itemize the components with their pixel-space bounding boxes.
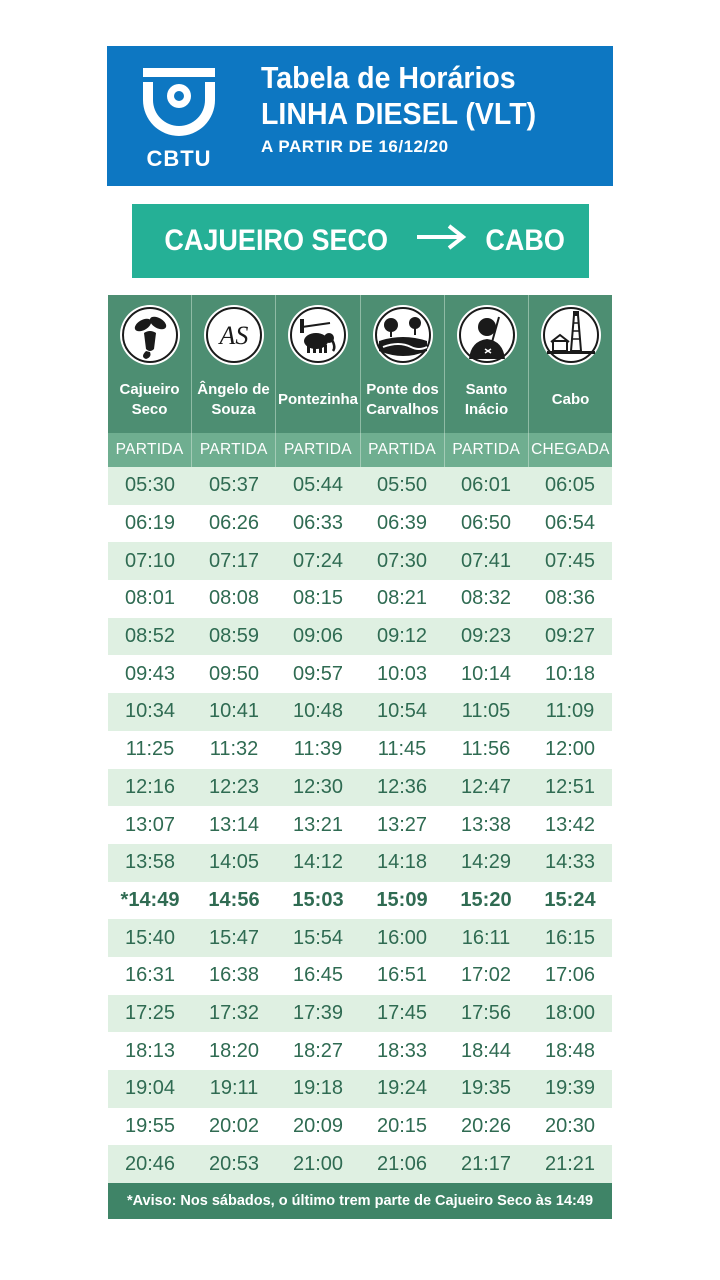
time-cell: 21:17 bbox=[460, 1152, 512, 1175]
time-cell: 18:27 bbox=[292, 1039, 344, 1062]
time-cell: 10:34 bbox=[124, 700, 176, 723]
table-row bbox=[108, 844, 612, 882]
table-row bbox=[108, 1032, 612, 1070]
time-cell: 10:48 bbox=[292, 700, 344, 723]
time-cell: 19:55 bbox=[124, 1115, 176, 1138]
time-cell: 13:42 bbox=[544, 813, 596, 836]
table-row bbox=[108, 580, 612, 618]
schedule-rows bbox=[108, 467, 612, 1183]
table-row bbox=[108, 806, 612, 844]
time-cell: 11:45 bbox=[377, 738, 427, 761]
time-cell: 13:21 bbox=[292, 813, 344, 836]
time-cell: 05:30 bbox=[124, 474, 176, 497]
lighthouse-icon bbox=[539, 303, 603, 367]
time-cell: 19:11 bbox=[209, 1077, 259, 1100]
station-cajueiro-seco bbox=[108, 295, 192, 433]
title-block bbox=[261, 60, 560, 162]
station-header-row bbox=[108, 295, 612, 433]
time-cell: 08:08 bbox=[208, 587, 260, 610]
time-cell: 10:54 bbox=[376, 700, 428, 723]
time-cell: 21:21 bbox=[544, 1152, 596, 1175]
time-cell: 16:31 bbox=[124, 964, 176, 987]
time-cell: 14:18 bbox=[376, 851, 428, 874]
time-cell: 18:00 bbox=[544, 1001, 596, 1024]
table-row bbox=[108, 655, 612, 693]
logo-text: CBTU bbox=[146, 146, 212, 171]
station-ponte-dos-carvalhos bbox=[361, 295, 445, 433]
time-cell: 15:40 bbox=[124, 926, 176, 949]
time-cell: 19:24 bbox=[376, 1077, 428, 1100]
time-cell: 17:56 bbox=[460, 1001, 512, 1024]
table-row bbox=[108, 693, 612, 731]
time-cell: 08:36 bbox=[544, 587, 596, 610]
time-cell: 18:44 bbox=[460, 1039, 512, 1062]
time-cell: 09:23 bbox=[460, 625, 512, 648]
table-row bbox=[108, 769, 612, 807]
saint-portrait-icon bbox=[455, 303, 519, 367]
station-name: Pontezinha bbox=[278, 391, 359, 408]
time-cell: 14:56 bbox=[208, 888, 260, 911]
time-cell: 09:57 bbox=[292, 662, 344, 685]
time-cell: 21:00 bbox=[292, 1152, 344, 1175]
time-cell: 17:45 bbox=[376, 1001, 428, 1024]
time-cell: 16:38 bbox=[208, 964, 260, 987]
time-cell: 15:54 bbox=[292, 926, 344, 949]
time-cell: 17:32 bbox=[208, 1001, 260, 1024]
type-label: PARTIDA bbox=[108, 433, 192, 467]
route-destination: CABO bbox=[484, 224, 565, 257]
table-row bbox=[108, 1145, 612, 1183]
time-cell: 16:11 bbox=[461, 926, 511, 949]
time-cell: 06:26 bbox=[208, 512, 260, 535]
cbtu-logo-icon bbox=[139, 66, 219, 146]
time-cell: 07:30 bbox=[376, 549, 428, 572]
time-cell: 09:43 bbox=[124, 662, 176, 685]
time-cell: 12:30 bbox=[292, 775, 344, 798]
station-name: Cabo bbox=[551, 391, 590, 408]
time-cell: 19:35 bbox=[460, 1077, 512, 1100]
time-cell: 16:00 bbox=[376, 926, 428, 949]
time-cell: 08:32 bbox=[460, 587, 512, 610]
type-label: PARTIDA bbox=[276, 433, 360, 467]
time-cell: 06:05 bbox=[544, 474, 596, 497]
time-cell: 18:33 bbox=[376, 1039, 428, 1062]
station-name: Ângelo de Souza bbox=[197, 381, 270, 418]
type-label: PARTIDA bbox=[192, 433, 276, 467]
time-cell: 19:04 bbox=[124, 1077, 176, 1100]
cashew-icon bbox=[118, 303, 182, 367]
time-cell: 05:50 bbox=[376, 474, 428, 497]
time-cell: 10:41 bbox=[208, 700, 260, 723]
time-cell: 15:09 bbox=[376, 888, 428, 911]
time-cell: 17:25 bbox=[124, 1001, 176, 1024]
time-cell: 12:47 bbox=[460, 775, 512, 798]
time-cell: 11:56 bbox=[461, 738, 511, 761]
time-cell: 12:00 bbox=[544, 738, 596, 761]
time-cell: 12:23 bbox=[208, 775, 260, 798]
time-cell: 05:44 bbox=[292, 474, 344, 497]
time-cell: 09:12 bbox=[376, 625, 428, 648]
cbtu-logo bbox=[139, 66, 219, 176]
time-cell: 13:58 bbox=[124, 851, 176, 874]
effective-date: A PARTIR DE 16/12/20 bbox=[261, 137, 449, 156]
time-cell: 13:38 bbox=[460, 813, 512, 836]
time-cell: 11:39 bbox=[293, 738, 343, 761]
time-cell: 16:51 bbox=[376, 964, 428, 987]
station-santo-inacio bbox=[445, 295, 529, 433]
time-cell: 14:05 bbox=[208, 851, 260, 874]
station-pontezinha bbox=[276, 295, 361, 433]
time-cell: 11:32 bbox=[209, 738, 259, 761]
table-row bbox=[108, 995, 612, 1033]
station-name: Ponte dos Carvalhos bbox=[366, 381, 439, 418]
time-cell: 07:45 bbox=[544, 549, 596, 572]
saturday-notice: *Aviso: Nos sábados, o último trem parte de Cajueiro Seco às 14:49 bbox=[108, 1183, 612, 1219]
line-name: LINHA DIESEL (VLT) bbox=[261, 96, 537, 131]
table-row bbox=[108, 957, 612, 995]
table-row bbox=[108, 618, 612, 656]
svg-text:AS: AS bbox=[219, 321, 248, 350]
time-cell: 08:01 bbox=[124, 587, 176, 610]
time-cell: 20:15 bbox=[376, 1115, 428, 1138]
type-label: CHEGADA bbox=[531, 441, 610, 458]
time-cell: 13:14 bbox=[208, 813, 260, 836]
time-cell: 18:20 bbox=[208, 1039, 260, 1062]
time-cell: 17:06 bbox=[544, 964, 596, 987]
table-row bbox=[108, 542, 612, 580]
time-cell: 09:50 bbox=[208, 662, 260, 685]
time-cell: 08:21 bbox=[376, 587, 428, 610]
time-cell: 07:17 bbox=[208, 549, 260, 572]
time-cell: 06:19 bbox=[124, 512, 176, 535]
time-cell: 16:15 bbox=[544, 926, 596, 949]
time-cell: 05:37 bbox=[208, 474, 260, 497]
time-cell: 20:30 bbox=[544, 1115, 596, 1138]
as-monogram-icon bbox=[202, 303, 266, 367]
station-angelo-de-souza bbox=[192, 295, 276, 433]
type-label: PARTIDA bbox=[445, 433, 529, 467]
departure-type-row bbox=[108, 433, 612, 467]
time-cell: 20:02 bbox=[208, 1115, 260, 1138]
time-cell: 19:39 bbox=[544, 1077, 596, 1100]
time-cell: *14:49 bbox=[120, 888, 180, 911]
station-name: Cajueiro Seco bbox=[119, 381, 180, 418]
time-cell: 11:25 bbox=[125, 738, 175, 761]
time-cell: 20:09 bbox=[292, 1115, 344, 1138]
elephant-icon bbox=[286, 303, 350, 367]
time-cell: 15:47 bbox=[208, 926, 260, 949]
station-name: Santo Inácio bbox=[464, 381, 509, 418]
timetable bbox=[108, 295, 612, 1219]
table-row bbox=[108, 919, 612, 957]
time-cell: 07:24 bbox=[292, 549, 344, 572]
time-cell: 08:59 bbox=[208, 625, 260, 648]
time-cell: 15:03 bbox=[292, 888, 344, 911]
table-row bbox=[108, 1070, 612, 1108]
route-banner bbox=[132, 204, 589, 278]
time-cell: 10:18 bbox=[544, 662, 596, 685]
time-cell: 06:54 bbox=[544, 512, 596, 535]
route-origin: CAJUEIRO SECO bbox=[164, 224, 389, 257]
time-cell: 06:33 bbox=[292, 512, 344, 535]
time-cell: 15:20 bbox=[460, 888, 512, 911]
time-cell: 13:07 bbox=[124, 813, 176, 836]
time-cell: 20:53 bbox=[208, 1152, 260, 1175]
time-cell: 14:29 bbox=[460, 851, 512, 874]
time-cell: 18:48 bbox=[544, 1039, 596, 1062]
table-row bbox=[108, 1108, 612, 1146]
time-cell: 07:41 bbox=[460, 549, 512, 572]
time-cell: 11:05 bbox=[461, 700, 511, 723]
page-title: Tabela de Horários bbox=[261, 60, 516, 95]
time-cell: 18:13 bbox=[124, 1039, 176, 1062]
table-row bbox=[108, 731, 612, 769]
time-cell: 13:27 bbox=[376, 813, 428, 836]
arrow-right-icon bbox=[415, 223, 467, 259]
time-cell: 06:50 bbox=[460, 512, 512, 535]
river-landscape-icon bbox=[371, 303, 435, 367]
time-cell: 19:18 bbox=[292, 1077, 344, 1100]
time-cell: 06:39 bbox=[376, 512, 428, 535]
time-cell: 09:06 bbox=[292, 625, 344, 648]
time-cell: 07:10 bbox=[124, 549, 176, 572]
time-cell: 20:26 bbox=[460, 1115, 512, 1138]
time-cell: 14:12 bbox=[292, 851, 344, 874]
time-cell: 21:06 bbox=[376, 1152, 428, 1175]
table-row bbox=[108, 882, 612, 920]
time-cell: 12:36 bbox=[376, 775, 428, 798]
time-cell: 08:52 bbox=[124, 625, 176, 648]
time-cell: 14:33 bbox=[544, 851, 596, 874]
station-cabo bbox=[529, 295, 612, 433]
time-cell: 17:39 bbox=[292, 1001, 344, 1024]
time-cell: 10:03 bbox=[376, 662, 428, 685]
time-cell: 17:02 bbox=[460, 964, 512, 987]
time-cell: 15:24 bbox=[544, 888, 596, 911]
table-row bbox=[108, 505, 612, 543]
time-cell: 06:01 bbox=[460, 474, 512, 497]
table-row bbox=[108, 467, 612, 505]
time-cell: 12:51 bbox=[544, 775, 596, 798]
type-label: PARTIDA bbox=[361, 433, 445, 467]
time-cell: 08:15 bbox=[292, 587, 344, 610]
header-banner bbox=[107, 46, 613, 186]
time-cell: 11:09 bbox=[545, 700, 595, 723]
time-cell: 16:45 bbox=[292, 964, 344, 987]
time-cell: 10:14 bbox=[460, 662, 512, 685]
time-cell: 20:46 bbox=[124, 1152, 176, 1175]
time-cell: 12:16 bbox=[124, 775, 176, 798]
time-cell: 09:27 bbox=[544, 625, 596, 648]
